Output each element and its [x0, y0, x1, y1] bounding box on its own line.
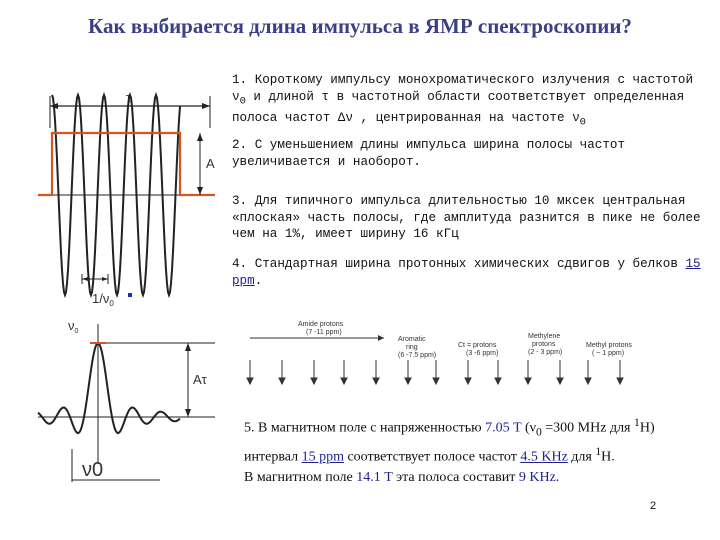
page-title: Как выбирается длина импульса в ЯМР спектроскопии? — [88, 14, 632, 38]
sinc-figure — [30, 314, 230, 490]
shift-scale — [236, 316, 716, 392]
item-1: 1. Короткому импульсу монохроматического излучения с частотой $\nu_0$ и длиной τ в частотной области соответствует определенная полоса частот Δν , центрированная на частоте $\nu_0$ — [232, 73, 694, 129]
pulse-figure — [30, 88, 230, 310]
svg-text:Ct = protons: Ct = protons — [458, 342, 497, 349]
svg-text:Aromatic: Aromatic — [398, 336, 426, 343]
scale-tick-arrow — [405, 378, 411, 384]
tau-label: τ — [126, 90, 132, 105]
scale-tick-arrow — [585, 378, 591, 384]
scale-tick-arrow — [617, 378, 623, 384]
item-2: 2. С уменьшением длины импульса ширина полосы частот увеличивается и наоборот. — [232, 138, 626, 169]
scale-tick-arrow — [311, 378, 317, 384]
period-label: $1/\nu_0$ — [92, 291, 114, 308]
svg-text:( ~ 1 ppm): ( ~ 1 ppm) — [592, 350, 625, 357]
link-15ppm-2[interactable]: 15 ppm — [301, 450, 344, 466]
scale-tick-arrow — [247, 378, 253, 384]
scale-tick-arrow — [433, 378, 439, 384]
page-number: 2 — [650, 500, 657, 512]
axis-nu0: ν0 — [82, 459, 104, 481]
scale-tick-arrow — [557, 378, 563, 384]
amp-label: A — [206, 156, 215, 171]
item-4: 4. Стандартная ширина протонных химических сдвигов у белков 15 ppm. — [232, 257, 701, 288]
svg-text:Methylene: Methylene — [528, 333, 561, 340]
scale-tick-arrow — [373, 378, 379, 384]
scale-tick-arrow — [465, 378, 471, 384]
svg-text:(6 -7.5 ppm): (6 -7.5 ppm) — [398, 352, 437, 359]
item-3: 3. Для типичного импульса длительностью 10 мксек центральная «плоская» часть полосы, где амплитуда разнится в пике не более чем на 1%, имеет ширину 16 кГц — [232, 194, 701, 241]
nu0-label: $\nu_0$ — [68, 318, 79, 335]
scale-tick-arrow — [495, 378, 501, 384]
svg-text:(3 -6 ppm): (3 -6 ppm) — [466, 350, 499, 357]
scale-tick-arrow — [525, 378, 531, 384]
scale-tick-arrow — [279, 378, 285, 384]
sinc-curve — [38, 343, 180, 433]
svg-text:ring: ring — [406, 344, 418, 351]
atau-label: Aτ — [193, 372, 207, 387]
link-15ppm[interactable]: 15 ppm — [232, 257, 701, 288]
svg-text:(2 - 3 ppm): (2 - 3 ppm) — [528, 349, 563, 356]
svg-text:Methyl protons: Methyl protons — [586, 342, 632, 349]
scale-tick-arrow — [341, 378, 347, 384]
svg-text:Amide protons: Amide protons — [298, 321, 344, 328]
svg-text:protons: protons — [532, 341, 556, 348]
svg-text:(7 -11 ppm): (7 -11 ppm) — [306, 329, 342, 336]
item-5: 5. В магнитном поле с напряженностью 7.05 T ($\nu_0 =300$ MHz для $^1$H) интервал 15 ppm соответствует полосе частот 4.5 KHz для $^1$H. В магнитном поле 14.1 T эта полоса составит 9 KHz. — [244, 416, 655, 486]
